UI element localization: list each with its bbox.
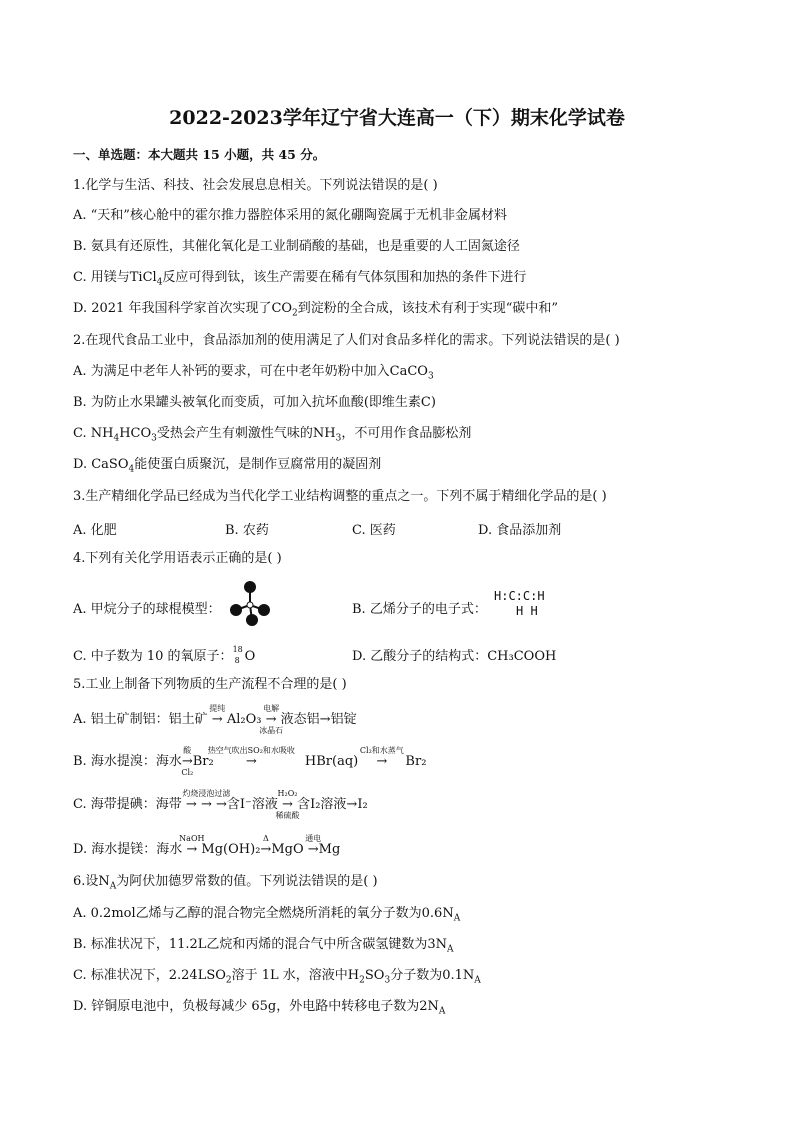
question-5-stem: 5.工业上制备下列物质的生产流程不合理的是( ) xyxy=(73,677,347,692)
q4-option-a: A. 甲烷分子的球棍模型： xyxy=(73,602,221,617)
q3-option-b: B. 农药 xyxy=(225,523,269,538)
question-1-stem: 1.化学与生活、科技、社会发展息息相关。下列说法错误的是( ) xyxy=(73,178,438,193)
q3-option-c: C. 医药 xyxy=(352,523,396,538)
q4-option-b: B. 乙烯分子的电子式： xyxy=(352,602,487,617)
q5-option-c: C. 海带提碘：海带 灼烧浸泡过滤 → → →含I⁻溶液 H₂O₂ → 稀硫酸 含I₂溶液→I₂ xyxy=(73,789,368,820)
q2-option-b: B. 为防止水果罐头被氧化而变质，可加入抗坏血酸(即维生素C) xyxy=(73,395,436,410)
page-title: 2022-2023学年辽宁省大连高一（下）期末化学试卷 xyxy=(169,107,625,129)
q1-option-b: B. 氨具有还原性，其催化氧化是工业制硝酸的基础，也是重要的人工固氮途径 xyxy=(73,239,520,254)
section-heading: 一、单选题：本大题共 15 小题，共 45 分。 xyxy=(73,147,326,162)
q5-option-d: D. 海水提镁：海水 NaOH → Mg(OH)₂ Δ →MgO 通电 →Mg xyxy=(73,834,341,857)
q6-option-c: C. 标准状况下，$2.24LSO_2$溶于 1L 水，溶液中$H_2SO_3$分子数为$0.1N_A$ xyxy=(73,968,481,986)
q4-option-c: C. 中子数为 10 的氧原子： 18 8 O xyxy=(73,644,256,665)
q5-option-a: A. 铝土矿制铝：铝土矿 提纯 → Al₂O₃ 电解 → 冰晶石 液态铝→铝锭 xyxy=(73,704,357,735)
question-3-stem: 3.生产精细化学品已经成为当代化学工业结构调整的重点之一。下列不属于精细化学品的是( ) xyxy=(73,489,607,504)
q1-option-a: A. “天和”核心舱中的霍尔推力器腔体采用的氮化硼陶瓷属于无机非金属材料 xyxy=(73,208,507,223)
q6-option-d: D. 锌铜原电池中，负极每减少 65g，外电路中转移电子数为$2N_A$ xyxy=(73,999,446,1017)
q1-option-c: C. 用镁与TiCl$_4$反应可得到钛，该生产需要在稀有气体氛围和加热的条件下进行 xyxy=(73,270,527,288)
methane-ball-stick-model xyxy=(226,577,274,627)
q4-option-d: D. 乙酸分子的结构式：CH₃COOH xyxy=(352,649,557,664)
q3-option-d: D. 食品添加剂 xyxy=(478,523,562,538)
ethylene-electron-formula: H:C:C:H H H xyxy=(494,589,545,618)
q2-option-a: A. 为满足中老年人补钙的要求，可在中老年奶粉中加入CaCO$_3$ xyxy=(73,364,434,382)
question-6-stem: 6.设$N_A$为阿伏加德罗常数的值。下列说法错误的是( ) xyxy=(73,874,378,892)
q6-option-b: B. 标准状况下，11.2L乙烷和丙烯的混合气中所含碳氢键数为$3N_A$ xyxy=(73,937,454,955)
q1-option-d: D. 2021 年我国科学家首次实现了$CO_2$到淀粉的全合成，该技术有利于实现“碳中和” xyxy=(73,301,559,319)
q2-option-c: C. $NH_4HCO_3$受热会产生有刺激性气味的$NH_3$，不可用作食品膨松剂 xyxy=(73,426,472,444)
question-2-stem: 2.在现代食品工业中，食品添加剂的使用满足了人们对食品多样化的需求。下列说法错误的是( ) xyxy=(73,333,620,348)
q2-option-d: D. CaSO$_4$能使蛋白质聚沉，是制作豆腐常用的凝固剂 xyxy=(73,457,382,475)
q3-option-a: A. 化肥 xyxy=(73,523,117,538)
q5-option-b: B. 海水提溴：海水 酸 → Cl₂ Br₂ 热空气吹出SO₂和水吸收 → HBr(aq) Cl₂和水蒸气 → Br₂ xyxy=(73,746,427,777)
question-4-stem: 4.下列有关化学用语表示正确的是( ) xyxy=(73,551,282,566)
q6-option-a: A. 0.2mol乙烯与乙醇的混合物完全燃烧所消耗的氧分子数为$0.6N_A$ xyxy=(73,906,461,924)
